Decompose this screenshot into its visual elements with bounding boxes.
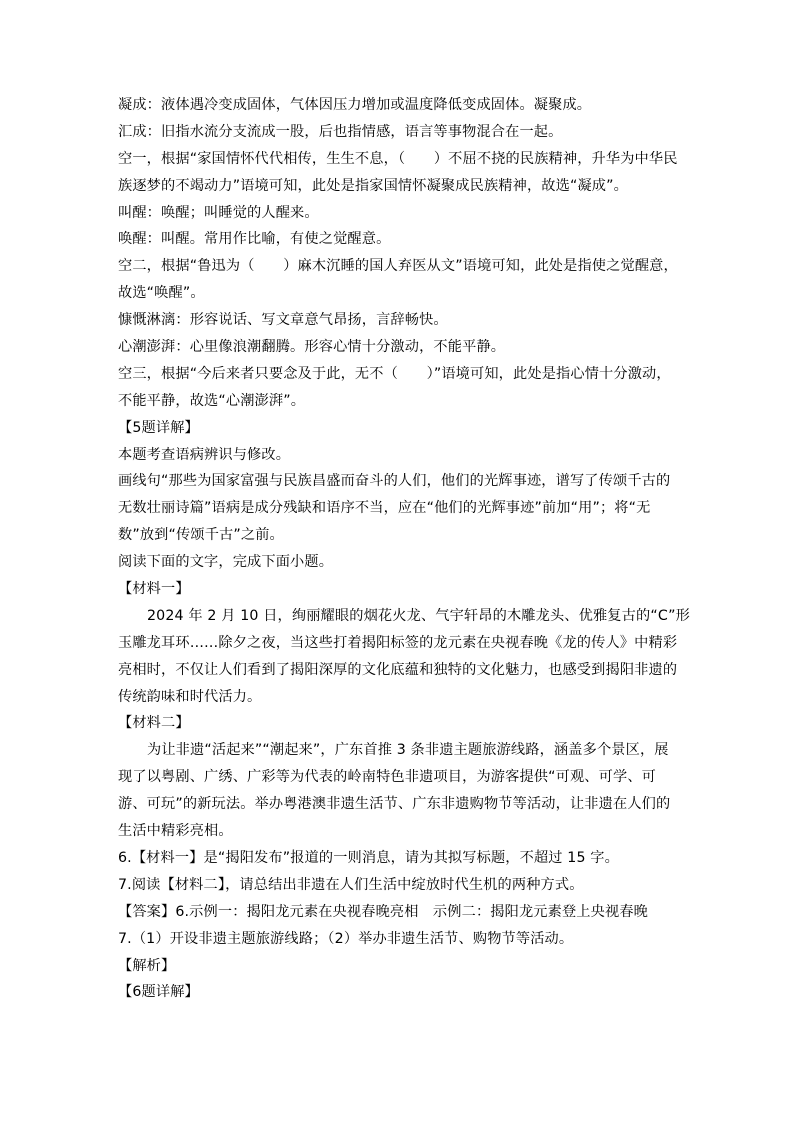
paragraph-line: 无数壮丽诗篇”语病是成分残缺和语序不当，应在“他们的光辉事迹”前加“用”；将“无 (118, 500, 651, 517)
material-one-line: 玉雕龙耳环……除夕之夜，当这些打着揭阳标签的龙元素在央视春晚《龙的传人》中精彩 (118, 634, 678, 651)
material-one-line: 亮相时，不仅让人们看到了揭阳深厚的文化底蕴和独特的文化魅力，也感受到揭阳非遗的 (118, 661, 678, 678)
material-one-line: 2024 年 2 月 10 日，绚丽耀眼的烟花火龙、气宇轩昂的木雕龙头、优雅复古的“C”形 (147, 607, 690, 624)
material-two-line: 生活中精彩亮相。 (118, 823, 233, 840)
paragraph-line: 族逐梦的不竭动力”语境可知，此处是指家国情怀凝聚成民族精神，故选“凝成”。 (118, 177, 628, 194)
question-7: 7.阅读【材料二】，请总结出非遗在人们生活中绽放时代生机的两种方式。 (118, 876, 584, 893)
material-one-heading: 【材料一】 (118, 581, 190, 598)
paragraph-line: 慷慨淋漓：形容说话、写文章意气昂扬，言辞畅快。 (118, 312, 448, 329)
paragraph-line: 叫醒：唤醒；叫睡觉的人醒来。 (118, 204, 319, 221)
paragraph-line: 画线句“那些为国家富强与民族昌盛而奋斗的人们，他们的光辉事迹，谱写了传颂千古的 (118, 473, 671, 490)
paragraph-line: 空一，根据“家国情怀代代相传，生生不息，（ ）不屈不挠的民族精神，升华为中华民 (118, 150, 678, 167)
material-two-line: 现了以粤剧、广绣、广彩等为代表的岭南特色非遗项目，为游客提供“可观、可学、可 (118, 769, 656, 786)
material-two-line: 游、可玩”的新玩法。举办粤港澳非遗生活节、广东非遗购物节等活动，让非遗在人们的 (118, 796, 671, 813)
question-6: 6.【材料一】是“揭阳发布”报道的一则消息，请为其拟写标题，不超过 15 字。 (118, 849, 619, 866)
paragraph-line: 汇成：旧指水流分支流成一股，后也指情感，语言等事物混合在一起。 (118, 123, 563, 140)
paragraph-line: 故选“唤醒”。 (118, 285, 205, 302)
paragraph-line: 心潮澎湃：心里像浪潮翻腾。形容心情十分激动，不能平静。 (118, 339, 506, 356)
analysis-heading: 【解析】 (118, 957, 176, 974)
material-two-line: 为让非遗“活起来”“潮起来”，广东首推 3 条非遗主题旅游线路，涵盖多个景区，展 (147, 742, 669, 759)
paragraph-line: 不能平静，故选“心潮澎湃”。 (118, 392, 306, 409)
reading-instruction: 阅读下面的文字，完成下面小题。 (118, 554, 334, 571)
material-two-heading: 【材料二】 (118, 715, 190, 732)
paragraph-line: 唤醒：叫醒。常用作比喻，有使之觉醒意。 (118, 231, 391, 248)
paragraph-line: 空二，根据“鲁迅为（ ）麻木沉睡的国人弃医从文”语境可知，此处是指使之觉醒意， (118, 258, 678, 275)
paragraph-line: 本题考查语病辨识与修改。 (118, 446, 291, 463)
material-one-line: 传统韵味和时代活力。 (118, 688, 262, 705)
answer-line: 7.（1）开设非遗主题旅游线路；（2）举办非遗生活节、购物节等活动。 (118, 930, 574, 947)
answer-line: 【答案】6.示例一：揭阳龙元素在央视春晚亮相 示例二：揭阳龙元素登上央视春晚 (118, 903, 648, 920)
section-heading: 【5题详解】 (118, 419, 199, 436)
section-heading: 【6题详解】 (118, 984, 199, 1001)
paragraph-line: 凝成：液体遇冷变成固体，气体因压力增加或温度降低变成固体。凝聚成。 (118, 97, 592, 113)
document-body (118, 92, 690, 1006)
paragraph-line: 空三，根据“今后来者只要念及于此，无不（ ）”语境可知，此处是指心情十分激动， (118, 365, 671, 382)
paragraph-line: 数”放到“传颂千古”之前。 (118, 527, 284, 544)
